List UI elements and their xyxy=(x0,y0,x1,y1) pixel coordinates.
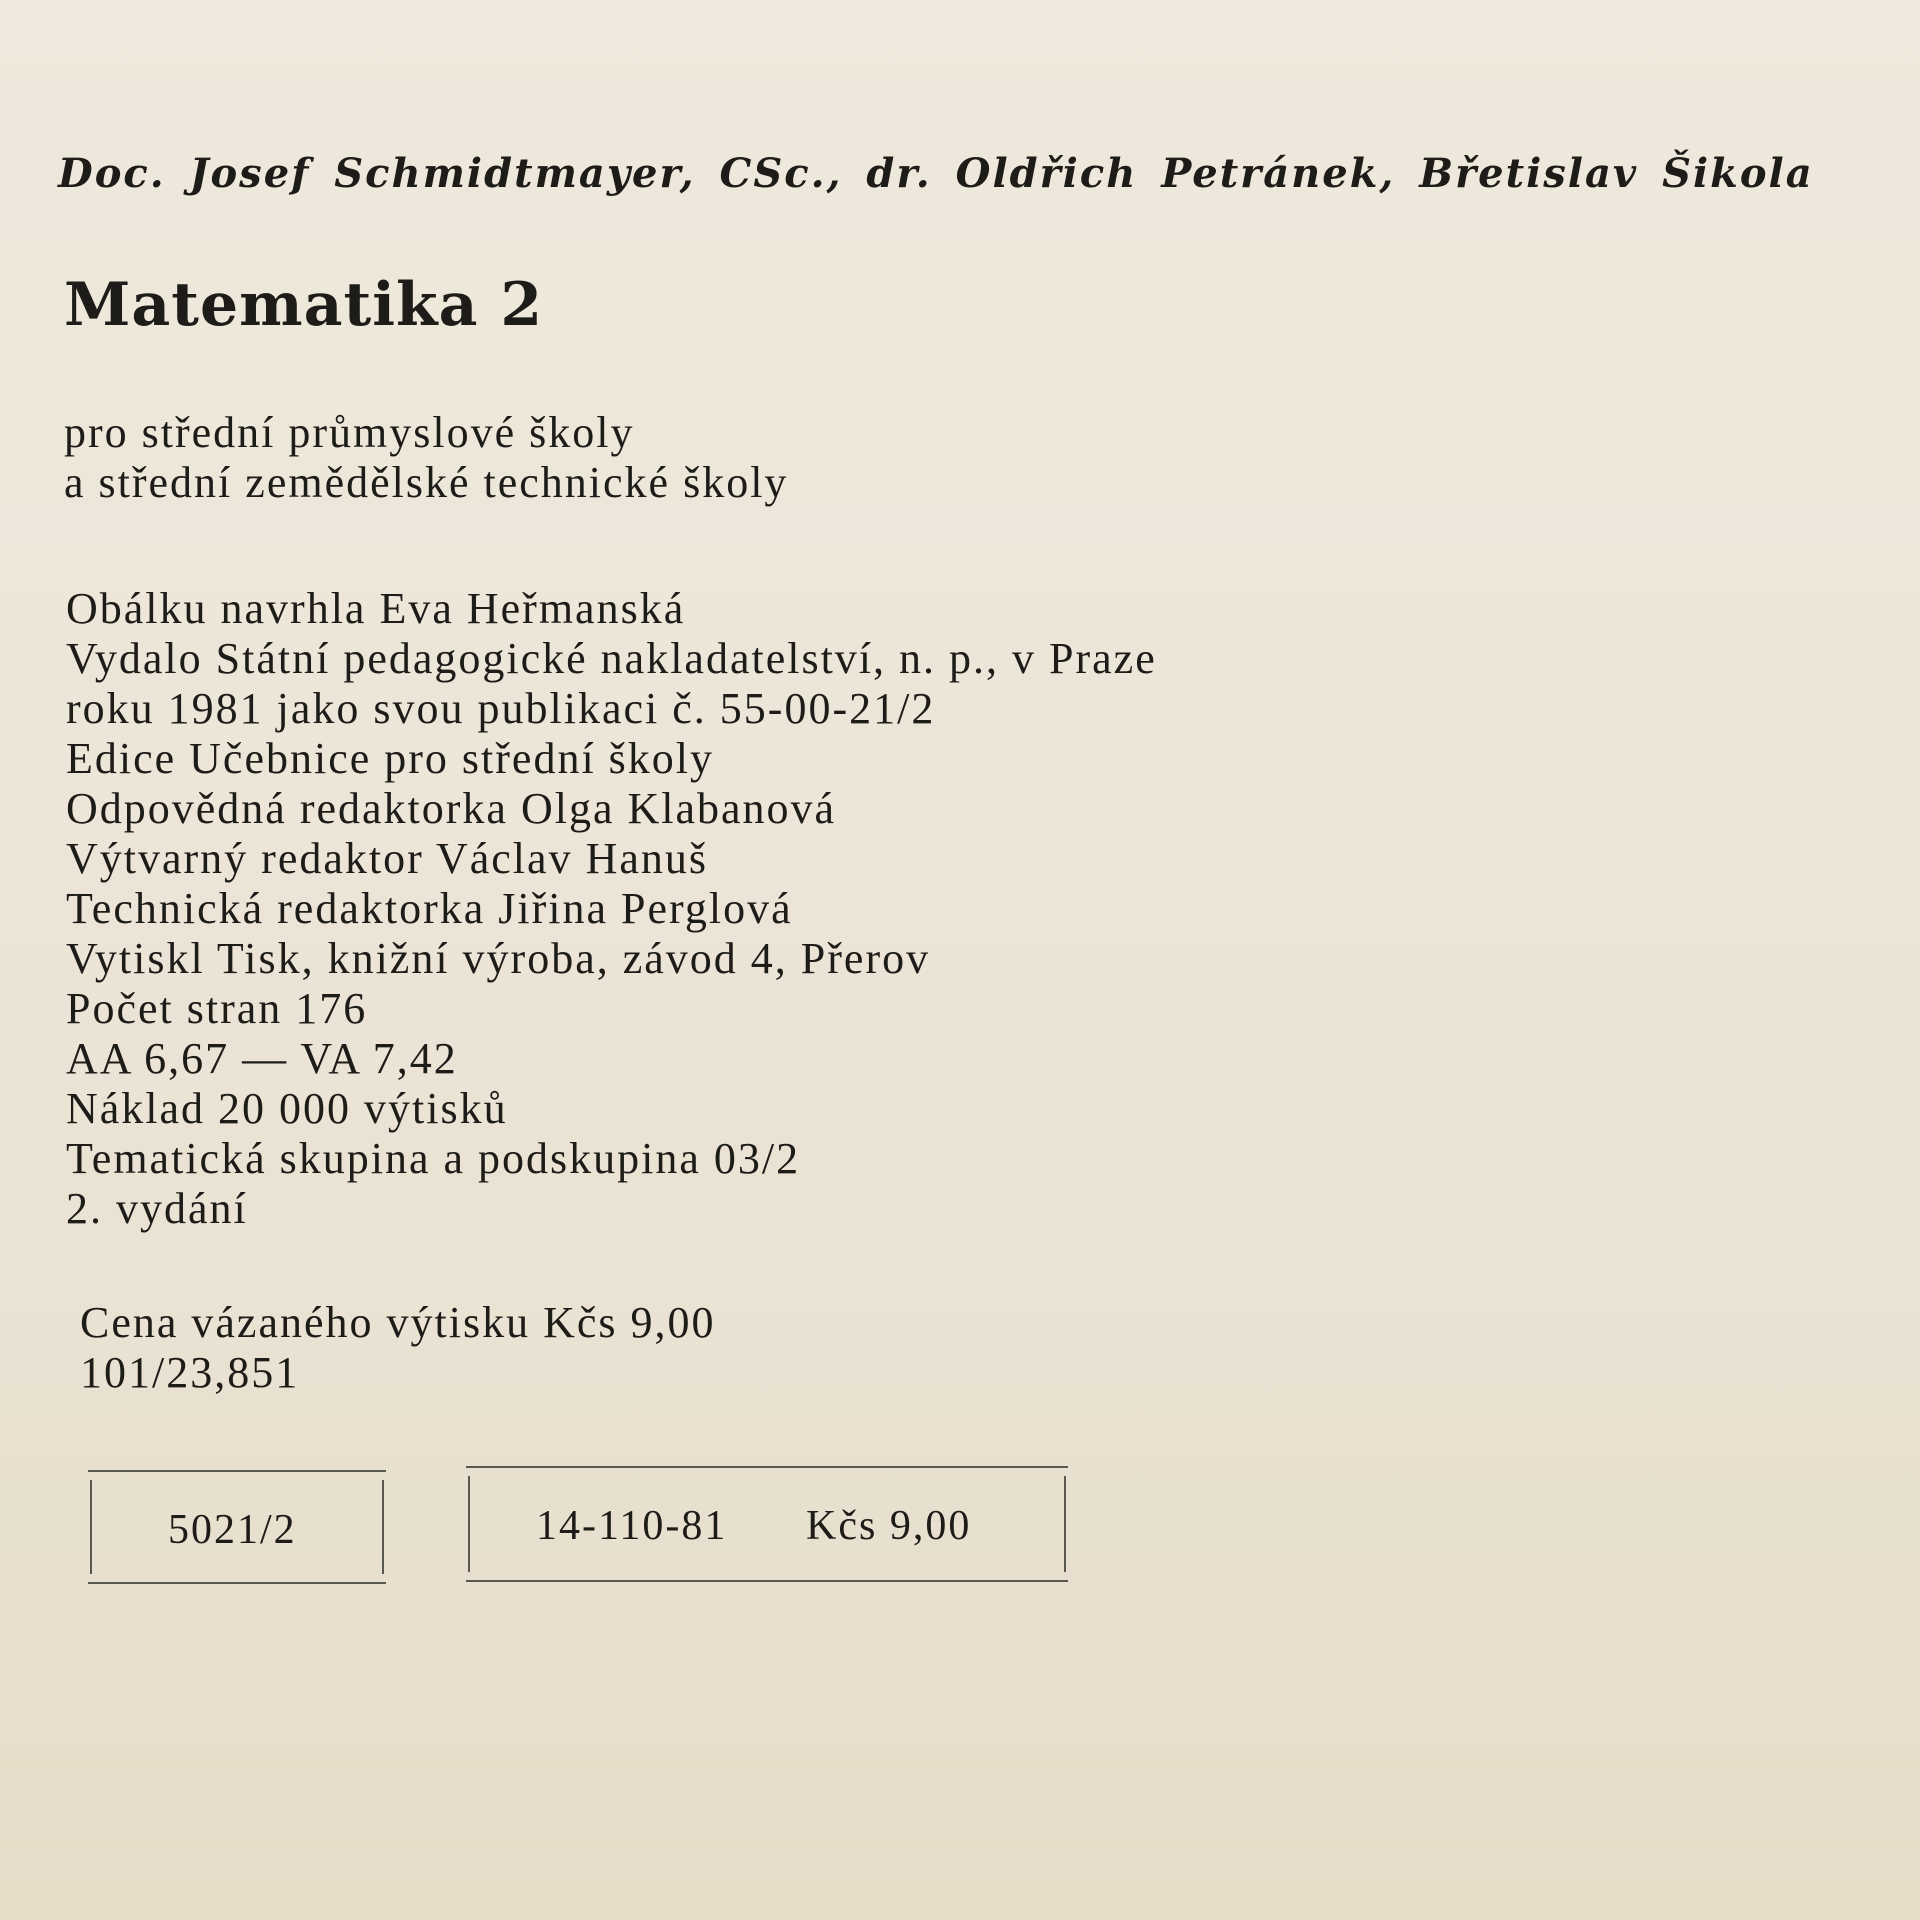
catalog-number: 101/23,851 xyxy=(80,1348,300,1397)
box-price: Kčs 9,00 xyxy=(806,1503,972,1549)
imprint-line-thematic-group: Tematická skupina a podskupina 03/2 xyxy=(66,1134,801,1183)
imprint-line-print-run: Náklad 20 000 výtisků xyxy=(66,1084,508,1133)
code-left: 5021/2 xyxy=(168,1507,297,1553)
book-title: Matematika 2 xyxy=(64,270,544,340)
subtitle-block xyxy=(64,408,788,508)
imprint-block xyxy=(66,584,1157,1234)
imprint-line-printer: Vytiskl Tisk, knižní výroba, závod 4, Přerov xyxy=(66,934,931,983)
imprint-line-publisher: Vydalo Státní pedagogické nakladatelství, n. p., v Praze xyxy=(66,634,1157,683)
imprint-line-technical-editor: Technická redaktorka Jiřina Perglová xyxy=(66,884,793,933)
imprint-line-editor: Odpovědná redaktorka Olga Klabanová xyxy=(66,784,837,833)
imprint-line-edition: 2. vydání xyxy=(66,1184,248,1233)
imprint-line-pages: Počet stran 176 xyxy=(66,984,368,1033)
price-line: Cena vázaného výtisku Kčs 9,00 xyxy=(80,1298,716,1347)
imprint-line-year: roku 1981 jako svou publikaci č. 55-00-21/2 xyxy=(66,684,936,733)
imprint-line-edition-series: Edice Učebnice pro střední školy xyxy=(66,734,715,783)
code-box-left xyxy=(88,1470,386,1584)
code-right: 14-110-81 xyxy=(536,1503,728,1549)
subtitle-line: pro střední průmyslové školy xyxy=(64,408,635,457)
imprint-line-art-editor: Výtvarný redaktor Václav Hanuš xyxy=(66,834,708,883)
price-block xyxy=(80,1298,716,1398)
imprint-line-aa-va: AA 6,67 — VA 7,42 xyxy=(66,1034,458,1083)
authors-line: Doc. Josef Schmidtmayer, CSc., dr. Oldřich Petránek, Břetislav Šikola xyxy=(58,150,1814,197)
subtitle-line: a střední zemědělské technické školy xyxy=(64,458,789,507)
code-box-right xyxy=(466,1466,1068,1582)
imprint-line-cover: Obálku navrhla Eva Heřmanská xyxy=(66,584,686,633)
